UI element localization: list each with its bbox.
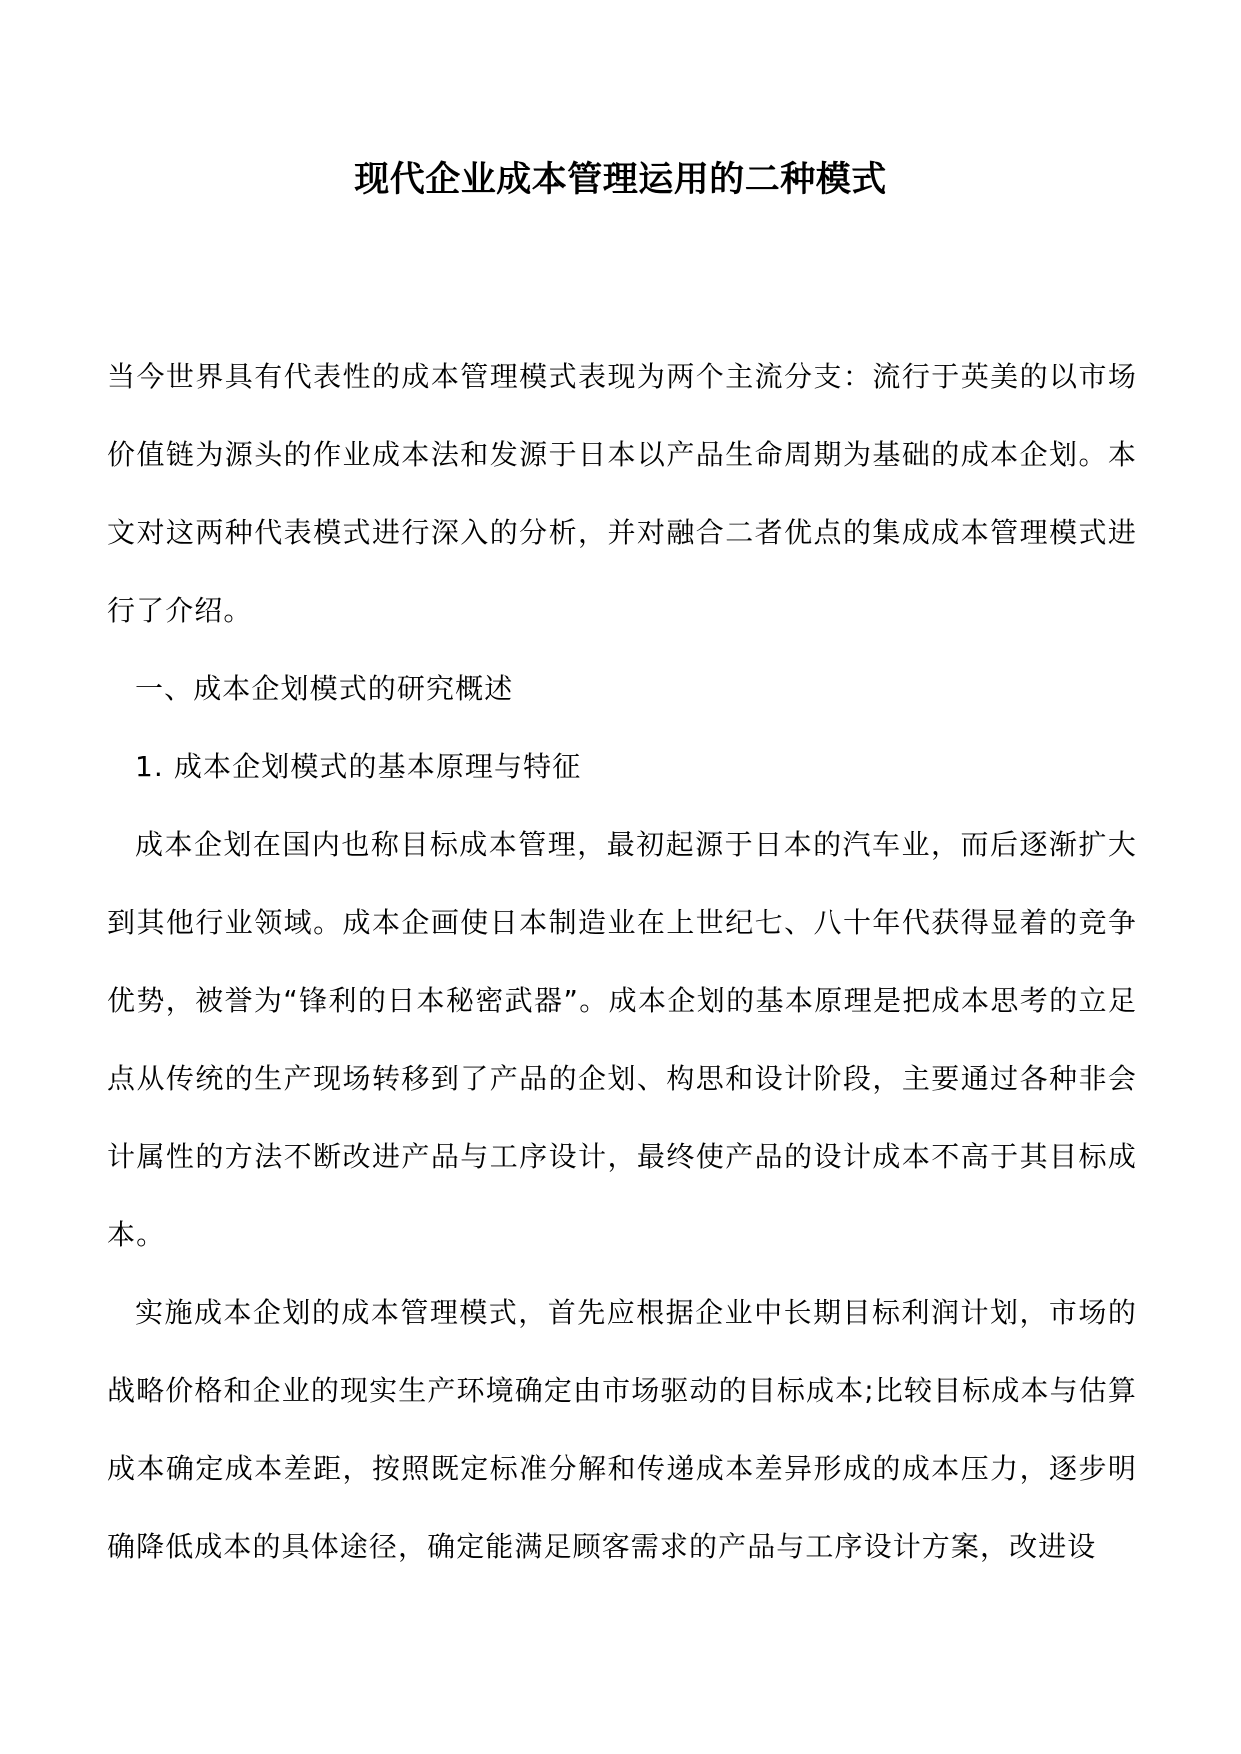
subsection-heading: 1. 成本企划模式的基本原理与特征 bbox=[135, 750, 582, 783]
intro-paragraph: 当今世界具有代表性的成本管理模式表现为两个主流分支：流行于英美的以市场价值链为源头的作业成本法和发源于日本以产品生命周期为基础的成本企划。本文对这两种代表模式进行深入的分析，并对融合二者优点的集成成本管理模式进行了介绍。 bbox=[107, 360, 1137, 627]
body-paragraph: 实施成本企划的成本管理模式，首先应根据企业中长期目标利润计划，市场的战略价格和企业的现实生产环境确定由市场驱动的目标成本;比较目标成本与估算成本确定成本差距，按照既定标准分解和传递成本差异形成的成本压力，逐步明确降低成本的具体途径，确定能满足顾客需求的产品与工序设计方案，改进设 bbox=[107, 1296, 1137, 1563]
document-title: 现代企业成本管理运用的二种模式 bbox=[354, 160, 887, 200]
document-body bbox=[107, 338, 1137, 1586]
body-paragraph: 成本企划在国内也称目标成本管理，最初起源于日本的汽车业，而后逐渐扩大到其他行业领域。成本企画使日本制造业在上世纪七、八十年代获得显着的竞争优势，被誉为“锋利的日本秘密武器”。成本企划的基本原理是把成本思考的立足点从传统的生产现场转移到了产品的企划、构思和设计阶段，主要通过各种非会计属性的方法不断改进产品与工序设计，最终使产品的设计成本不高于其目标成本。 bbox=[107, 828, 1137, 1251]
section-heading: 一、成本企划模式的研究概述 bbox=[135, 672, 514, 705]
